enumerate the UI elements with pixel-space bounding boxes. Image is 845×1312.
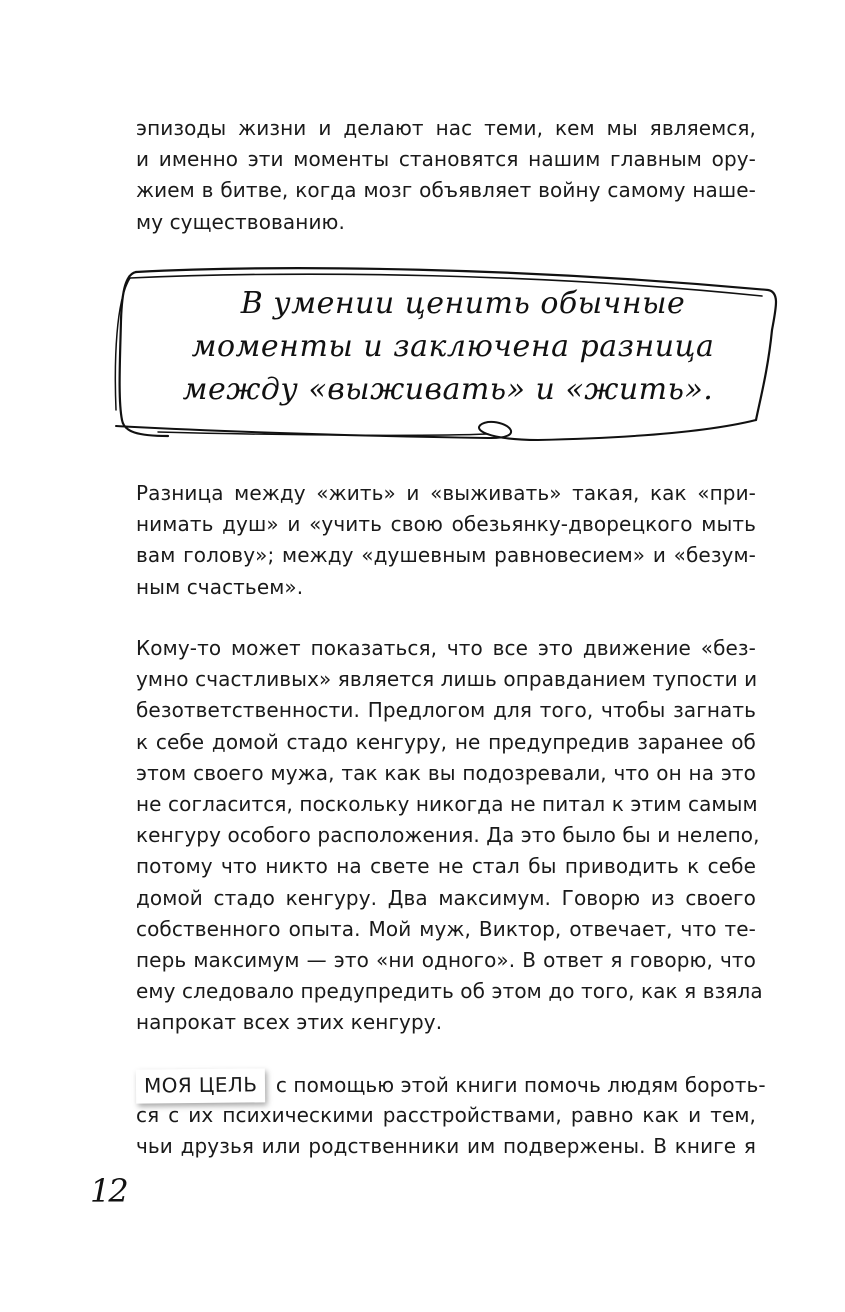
text-line: ему следовало предупредить об этом до того, как я взяла <box>136 979 763 1004</box>
quote-line: между «выживать» и «жить». <box>182 372 714 407</box>
quote-text <box>148 282 748 411</box>
text-line: ным счастьем». <box>136 574 304 599</box>
text-line: напрокат всех этих кенгуру. <box>136 1010 443 1035</box>
quote-line: моменты и заключена разница <box>191 329 715 364</box>
text-line: и именно эти моменты становятся нашим главным ору- <box>136 147 756 172</box>
paragraph-difference <box>136 478 756 603</box>
text-line: домой стадо кенгуру. Два максимум. Говорю из своего <box>136 885 756 910</box>
pull-quote <box>108 260 780 445</box>
text-line: потому что никто на свете не стал бы приводить к себе <box>136 854 756 879</box>
quote-line: В умении ценить обычные <box>240 286 686 321</box>
goal-tag-label: МОЯ ЦЕЛЬ <box>136 1068 266 1104</box>
text-line: кенгуру особого расположения. Да это было бы и нелепо, <box>136 823 760 848</box>
text-line: безответственности. Предлогом для того, чтобы загнать <box>136 698 756 723</box>
text-line: умно счастливых» является лишь оправданием тупости и <box>136 667 758 692</box>
text-line: к себе домой стадо кенгуру, не предупредив заранее об <box>136 729 756 754</box>
text-line: этом своего мужа, так как вы подозревали, что он на это <box>136 760 756 785</box>
text-line: му существованию. <box>136 209 345 234</box>
paragraph-kangaroo <box>136 633 763 1038</box>
page-number: 12 <box>90 1172 127 1210</box>
text-line: эпизоды жизни и делают нас теми, кем мы являемся, <box>136 116 756 140</box>
text-fragment: с помощью этой книги помочь людям бороть- <box>275 1073 766 1097</box>
text-line: жием в битве, когда мозг объявляет войну самому наше- <box>136 178 756 203</box>
text-line: ся с их психическими расстройствами, равно как и тем, <box>136 1103 756 1128</box>
text-line: вам голову»; между «душевным равновесием» и «безум- <box>136 543 756 568</box>
text-line: нимать душ» и «учить свою обезьянку-дворецкого мыть <box>136 512 756 537</box>
paragraph-goal <box>136 1069 766 1163</box>
text-line: перь максимум — это «ни одного». В ответ я говорю, что <box>136 947 756 972</box>
paragraph-intro <box>136 113 756 238</box>
text-line: собственного опыта. Мой муж, Виктор, отвечает, что те- <box>136 916 756 941</box>
text-line <box>136 1069 766 1100</box>
text-line: Разница между «жить» и «выживать» такая, как «при- <box>136 481 756 505</box>
text-line: не согласится, поскольку никогда не питал к этим самым <box>136 791 758 816</box>
text-line: Кому-то может показаться, что все это движение «без- <box>136 636 756 660</box>
text-line: чьи друзья или родственники им подвержены. В книге я <box>136 1134 756 1159</box>
